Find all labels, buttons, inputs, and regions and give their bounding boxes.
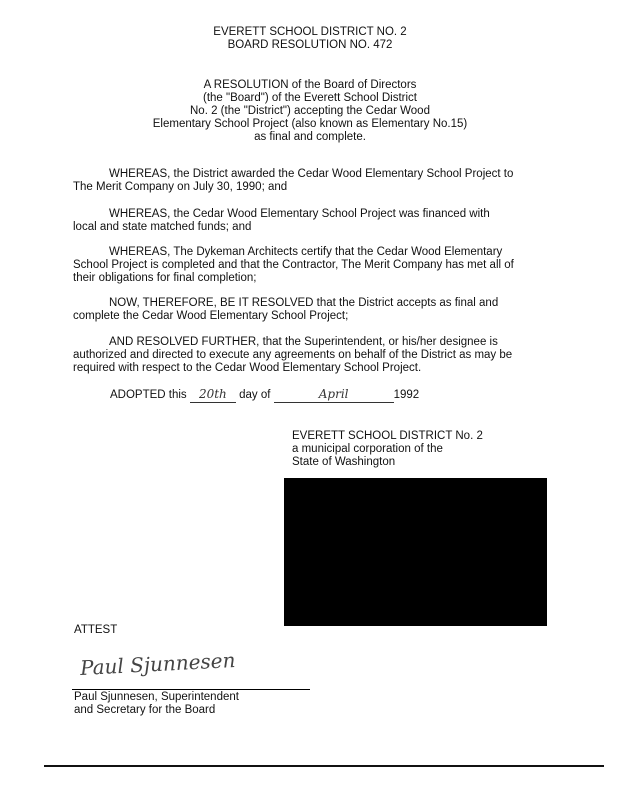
resolved-clause — [73, 297, 553, 323]
summary-line: Elementary School Project (also known as Elementary No.15) — [152, 118, 468, 130]
superintendent-signature: Paul Sjunnesen — [79, 647, 237, 681]
clause-line: WHEREAS, the District awarded the Cedar Wood Elementary School Project to — [109, 168, 514, 180]
signatory-role: and Secretary for the Board — [74, 704, 216, 716]
adopted-month-handwritten: April — [274, 386, 394, 403]
clause-line: School Project is completed and that the Contractor, The Merit Company has met all of — [73, 259, 514, 271]
district-signature-block — [292, 430, 483, 469]
adopted-day-handwritten: 20th — [190, 386, 236, 403]
adopted-line — [110, 386, 419, 403]
clause-line: required with respect to the Cedar Wood Elementary School Project. — [73, 362, 422, 374]
summary-line: as final and complete. — [254, 131, 366, 143]
adopted-day-of: day of — [239, 389, 271, 401]
clause-line: their obligations for final completion; — [73, 272, 257, 284]
clause-line: NOW, THEREFORE, BE IT RESOLVED that the District accepts as final and — [109, 297, 499, 309]
whereas-clause-2 — [73, 208, 553, 234]
clause-line: WHEREAS, the Cedar Wood Elementary School Project was financed with — [109, 208, 490, 220]
adopted-prefix: ADOPTED this — [110, 389, 187, 401]
clause-line: The Merit Company on July 30, 1990; and — [73, 181, 288, 193]
title-line: BOARD RESOLUTION NO. 472 — [227, 39, 393, 51]
clause-line: AND RESOLVED FURTHER, that the Superintendent, or his/her designee is — [109, 336, 498, 348]
title-line: EVERETT SCHOOL DISTRICT NO. 2 — [213, 26, 407, 38]
summary-line: A RESOLUTION of the Board of Directors — [203, 79, 417, 91]
whereas-clause-3 — [73, 246, 553, 285]
signature-line — [72, 689, 310, 690]
document-title — [0, 26, 620, 52]
attest-label: ATTEST — [74, 624, 118, 636]
clause-line: complete the Cedar Wood Elementary School Project; — [73, 310, 349, 322]
redacted-signatures — [284, 478, 547, 626]
resolution-summary — [0, 79, 620, 144]
clause-line: local and state matched funds; and — [73, 221, 252, 233]
summary-line: (the "Board") of the Everett School District — [203, 92, 417, 104]
district-line: a municipal corporation of the — [292, 443, 443, 455]
page-bottom-rule — [44, 765, 604, 767]
clause-line: authorized and directed to execute any agreements on behalf of the District as may be — [73, 349, 513, 361]
district-line: State of Washington — [292, 456, 396, 468]
clause-line: WHEREAS, The Dykeman Architects certify that the Cedar Wood Elementary — [109, 246, 503, 258]
adopted-year: 1992 — [393, 389, 420, 401]
whereas-clause-1 — [73, 168, 553, 194]
signatory-block — [74, 691, 239, 717]
summary-line: No. 2 (the "District") accepting the Cedar Wood — [190, 105, 430, 117]
resolved-further-clause — [73, 336, 553, 375]
district-line: EVERETT SCHOOL DISTRICT No. 2 — [292, 430, 483, 442]
signatory-name: Paul Sjunnesen, Superintendent — [74, 691, 239, 703]
